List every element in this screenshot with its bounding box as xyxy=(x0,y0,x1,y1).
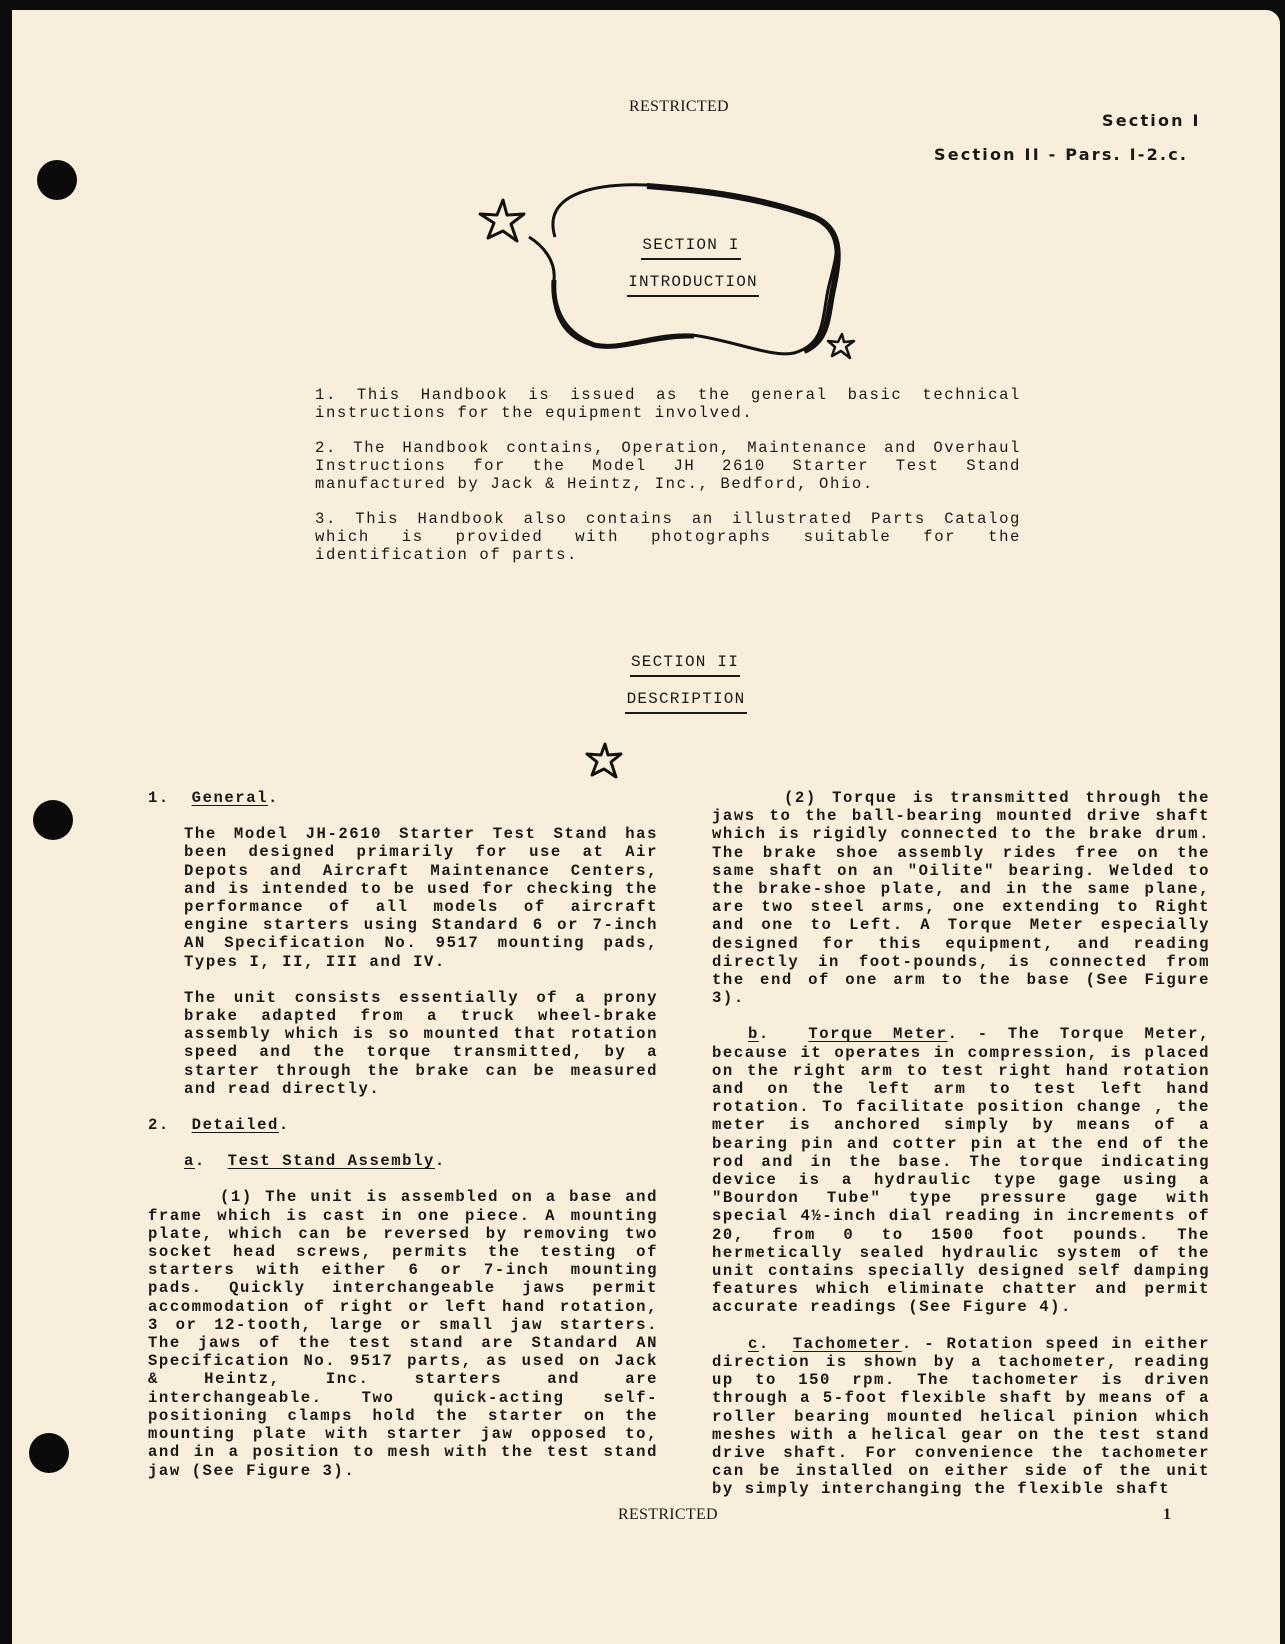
section-1-number: SECTION I xyxy=(641,236,741,260)
heading-detailed-number: 2. xyxy=(148,1116,170,1135)
test-stand-paragraph-1: (1) The unit is assembled on a base and frame which is cast in one piece. A mounting plate, which can be reversed by removing two socket head screws, permits the testing of starters with either 6 or 7-inch mounting pads. Quickly interchangeable jaws permit accommodation of right or left hand rotation, 3 or 12-tooth, large or small jaw starters. The jaws of the test stand are Standard AN Specification No. 9517 parts, as used on Jack & Heintz, Inc. starters and are interchangeable. Two quick-acting self-positioning clamps hold the starter on the mounting plate with starter jaw opposed to, and in a position to mesh with the test stand jaw (See Figure 3). xyxy=(148,1188,658,1480)
introduction-paragraphs xyxy=(315,386,1021,581)
torque-meter-text: . - The Torque Meter, because it operates in compression, is placed on the right arm to test right hand rotation and on the left arm to test left hand rotation. To facilitate position change , the meter is anchored simply by means of a bearing pin and cotter pin at the end of the rod and in the base. The torque indicating device is a hydraulic type gage using a "Bourdon Tube" type pressure gage with special 4½-inch dial reading in increments of 20, from 0 to 1500 foot pounds. The hermetically sealed hydraulic system of the unit contains specially designed self damping features which eliminate chatter and permit accurate readings (See Figure 4). xyxy=(712,1025,1210,1317)
general-paragraph-1: The Model JH-2610 Starter Test Stand has been designed primarily for use at Air Depots and Aircraft Maintenance Centers, and is intended to be used for checking the performance of all models of aircraft engine starters using Standard 6 or 7-inch AN Specification No. 9517 mounting pads, Types I, II, III and IV. xyxy=(184,825,658,971)
heading-general-number: 1. xyxy=(148,789,170,807)
star-icon xyxy=(826,332,856,360)
header-classification: RESTRICTED xyxy=(629,98,729,115)
section-2-number: SECTION II xyxy=(630,653,740,677)
section-1-title: INTRODUCTION xyxy=(627,273,759,297)
intro-paragraph-2: 2. The Handbook contains, Operation, Maintenance and Overhaul Instructions for the Model JH 2610 Starter Test Stand manufactured by Jack & Heintz, Inc., Bedford, Ohio. xyxy=(315,439,1021,493)
subheading-b-title: Torque Meter xyxy=(808,1025,948,1044)
subheading-b-letter: b xyxy=(748,1025,759,1044)
header-section-ref: Section I xyxy=(1102,111,1201,130)
binder-hole-top xyxy=(37,160,77,200)
subheading-a-title: Test Stand Assembly xyxy=(227,1152,435,1171)
subheading-c-letter: c xyxy=(748,1334,759,1353)
torque-meter-paragraph: b. Torque Meter. - The Torque Meter, because it operates in compression, is placed on the right arm to test right hand rotation and on the left arm to test left hand rotation. To facilitate position change , the meter is anchored simply by means of a bearing pin and cotter pin at the end of the rod and in the base. The torque indicating device is a hydraulic type gage using a "Bourdon Tube" type pressure gage with special 4½-inch dial reading in increments of 20, from 0 to 1500 foot pounds. The hermetically sealed hydraulic system of the unit contains specially designed self damping features which eliminate chatter and permit accurate readings (See Figure 4). xyxy=(712,1025,1210,1317)
heading-detailed-title: Detailed xyxy=(191,1116,279,1135)
heading-test-stand-assembly: a. Test Stand Assembly. xyxy=(184,1152,446,1171)
binder-hole-bottom xyxy=(29,1433,69,1473)
heading-general-title: General xyxy=(191,789,269,807)
general-paragraph-2: The unit consists essentially of a prony brake adapted from a truck wheel-brake assembly which is so mounted that rotation speed and the torque transmitted, by a starter through the brake can be measured and read directly. xyxy=(184,988,658,1098)
star-icon xyxy=(477,198,527,244)
heading-detailed: 2. Detailed. xyxy=(148,1116,290,1135)
subheading-a-letter: a xyxy=(184,1152,195,1171)
subheading-c-title: Tachometer xyxy=(792,1334,902,1353)
test-stand-paragraph-2: (2) Torque is transmitted through the jaws to the ball-bearing mounted drive shaft which is rigidly connected to the brake drum. The brake shoe assembly rides free on the same shaft on an "Oilite" bearing. Welded to the brake-shoe plate, and in the same plane, are two steel arms, one extending to Right and one to Left. A Torque Meter especially designed for this equipment, and reading directly in foot-pounds, is connected from the end of one arm to the base (See Figure 3). xyxy=(712,789,1210,1008)
page-number: 1 xyxy=(1163,1506,1171,1523)
document-page xyxy=(12,10,1280,1644)
intro-paragraph-3: 3. This Handbook also contains an illustrated Parts Catalog which is provided with photographs suitable for the identification of parts. xyxy=(315,510,1021,564)
right-column xyxy=(712,789,1210,1517)
tachometer-text: . - Rotation speed in either direction is shown by a tachometer, reading up to 150 rpm. The tachometer is driven through a 5-foot flexible shaft by means of a roller bearing mounted helical pinion which meshes with a helical gear on the test stand drive shaft. For convenience the tachometer can be installed on either side of the unit by simply interchanging the flexible shaft xyxy=(712,1334,1210,1499)
binder-hole-middle xyxy=(33,800,73,840)
intro-paragraph-1: 1. This Handbook is issued as the general basic technical instructions for the equipment involved. xyxy=(315,386,1021,422)
star-icon xyxy=(584,742,624,780)
tachometer-paragraph: c. Tachometer. - Rotation speed in either direction is shown by a tachometer, reading up to 150 rpm. The tachometer is driven through a 5-foot flexible shaft by means of a roller bearing mounted helical pinion which meshes with a helical gear on the test stand drive shaft. For convenience the tachometer can be installed on either side of the unit by simply interchanging the flexible shaft xyxy=(712,1334,1210,1499)
header-paragraph-ref: Section II - Pars. I-2.c. xyxy=(934,145,1189,164)
footer-classification: RESTRICTED xyxy=(618,1506,718,1523)
heading-general: 1. General. xyxy=(148,789,279,807)
left-column xyxy=(148,789,658,1498)
section-2-title: DESCRIPTION xyxy=(625,690,747,714)
